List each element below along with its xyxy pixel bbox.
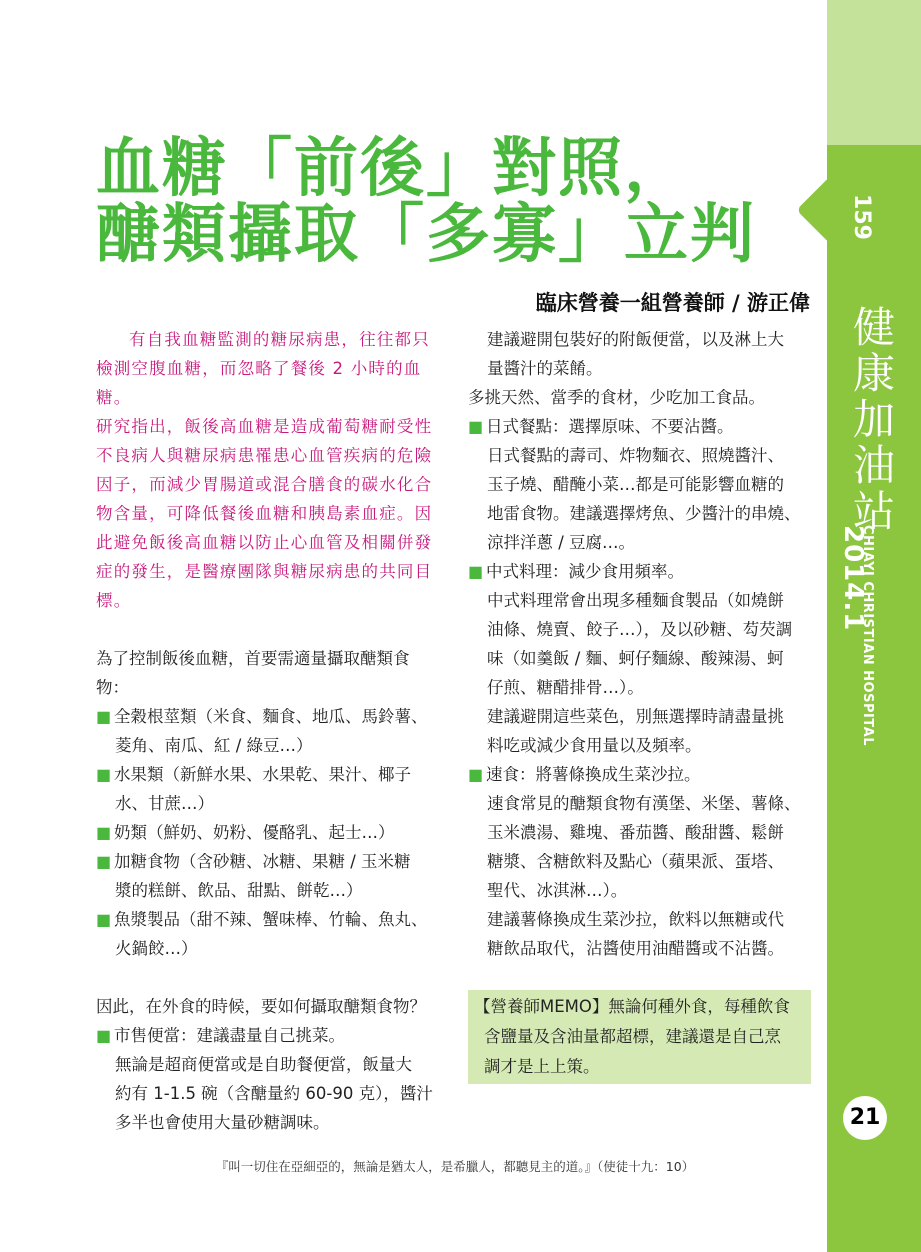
author-byline: 臨床營養一組營養師 / 游正偉 (535, 290, 810, 315)
food-item-label: 加糖食物（含砂糖、冰糖、果糖 / 玉米糖 (114, 852, 411, 871)
eatout-line: 因此，在外食的時候，要如何攝取醣類食物？ (96, 997, 426, 1016)
hospital-name: CHIAYI CHRISTIAN HOSPITAL (860, 525, 875, 747)
bullet-square-icon: ■ (96, 1026, 112, 1045)
fastfood-line: 糖漿、含糖飲料及點心（蘋果派、蛋塔、 (487, 852, 784, 871)
memo-line: 含鹽量及含油量都超標，建議還是自己烹 (484, 1027, 781, 1046)
food-item (96, 818, 436, 847)
title-line-2: 醣類攝取「多寡」立判 (96, 197, 756, 272)
intro-line: 標。 (96, 591, 132, 610)
fastfood-line: 糖飲品取代，沾醬使用油醋醬或不沾醬。 (487, 939, 784, 958)
intro-line: 此避免飯後高血糖以防止心血管及相關併發 (96, 533, 433, 552)
section-title-vertical (844, 305, 904, 535)
food-item (96, 702, 436, 731)
chinese-heading-text: 中式料理：減少食用頻率。 (486, 562, 684, 581)
bullet-square-icon: ■ (96, 707, 112, 726)
section-title-char: 油 (852, 441, 895, 490)
chinese-line: 料吃或減少食用量以及頻率。 (487, 736, 702, 755)
intro-line: 研究指出，飯後高血糖是造成葡萄糖耐受性 (96, 417, 433, 436)
section-title-char: 站 (852, 487, 895, 536)
section-title-char: 加 (852, 395, 895, 444)
bullet-square-icon: ■ (468, 562, 484, 581)
bullet-square-icon: ■ (96, 765, 112, 784)
chinese-line: 味（如羹飯 / 麵、蚵仔麵線、酸辣湯、蚵 (487, 649, 784, 668)
memo-line: 【營養師MEMO】無論何種外食，每種飲食 (474, 997, 790, 1016)
page-tab-number: 159 (849, 194, 874, 240)
intro-line: 因子，而減少胃腸道或混合膳食的碳水化合 (96, 475, 433, 494)
memo-line: 調才是上上策。 (484, 1057, 600, 1076)
japanese-line: 地雷食物。建議選擇烤魚、少醬汁的串燒、 (487, 504, 801, 523)
intro-line: 症的發生，是醫療團隊與糖尿病患的共同目 (96, 562, 433, 581)
seasonal-line: 多挑天然、當季的食材，少吃加工食品。 (468, 388, 765, 407)
bento-advice-line: 建議避開包裝好的附飯便當，以及淋上大 (487, 330, 784, 349)
food-item-label: 水果類（新鮮水果、水果乾、果汁、椰子 (114, 765, 411, 784)
fastfood-line: 速食常見的醣類食物有漢堡、米堡、薯條、 (487, 794, 801, 813)
article-title (96, 131, 756, 272)
bullet-square-icon: ■ (468, 417, 484, 436)
bento-line: 約有 1-1.5 碗（含醣量約 60-90 克），醬汁 (115, 1084, 433, 1103)
fastfood-heading (468, 760, 813, 789)
bullet-square-icon: ■ (468, 765, 484, 784)
chinese-line: 仔煎、糖醋排骨…）。 (487, 678, 644, 697)
chinese-line: 建議避開這些菜色，別無選擇時請盡量挑 (487, 707, 784, 726)
title-line-1: 血糖「前後」對照， (96, 131, 690, 206)
japanese-line: 玉子燒、醋醃小菜…都是可能影響血糖的 (487, 475, 784, 494)
bento-advice-line: 量醬汁的菜餚。 (487, 359, 603, 378)
bullet-square-icon: ■ (96, 823, 112, 842)
bento-line: 無論是超商便當或是自助餐便當，飯量大 (115, 1055, 412, 1074)
japanese-heading-text: 日式餐點：選擇原味、不要沾醬。 (486, 417, 734, 436)
fastfood-heading-text: 速食：將薯條換成生菜沙拉。 (486, 765, 701, 784)
section-title-char: 康 (852, 349, 895, 398)
footer-quote: 『叫一切住在亞細亞的，無論是猶太人，是希臘人，都聽見主的道。』（使徒十九：10） (215, 1159, 695, 1174)
chinese-heading (468, 557, 813, 586)
right-column (468, 325, 813, 963)
issue-year: 2014.1 (838, 525, 868, 632)
bento-heading (96, 1021, 436, 1050)
control-line: 為了控制飯後血糖，首要需適量攝取醣類食 (96, 649, 410, 668)
food-item (96, 847, 436, 876)
japanese-line: 涼拌洋蔥 / 豆腐…。 (487, 533, 636, 552)
bullet-square-icon: ■ (96, 852, 112, 871)
food-item-cont: 火鍋餃…） (115, 939, 198, 958)
food-item-cont: 水、甘蔗…） (115, 794, 214, 813)
bullet-square-icon: ■ (96, 910, 112, 929)
food-item-cont: 漿的糕餅、飲品、甜點、餅乾…） (115, 881, 363, 900)
food-item-cont: 菱角、南瓜、紅 / 綠豆…） (115, 736, 313, 755)
fastfood-line: 玉米濃湯、雞塊、番茄醬、酸甜醬、鬆餅 (487, 823, 784, 842)
intro-line: 物含量，可降低餐後血糖和胰島素血症。因 (96, 504, 433, 523)
food-item-label: 全穀根莖類（米食、麵食、地瓜、馬鈴薯、 (114, 707, 428, 726)
intro-line: 有自我血糖監測的糖尿病患，往往都只 (129, 330, 430, 349)
chinese-line: 中式料理常會出現多種麵食製品（如燒餅 (487, 591, 784, 610)
intro-line: 檢測空腹血糖，而忽略了餐後 2 小時的血糖。 (96, 359, 422, 407)
page-number: 21 (843, 1096, 887, 1140)
fastfood-line: 建議薯條換成生菜沙拉，飲料以無糖或代 (487, 910, 784, 929)
control-line: 物： (96, 678, 129, 697)
japanese-line: 日式餐點的壽司、炸物麵衣、照燒醬汁、 (487, 446, 784, 465)
food-item (96, 760, 436, 789)
chinese-line: 油條、燒賣、餃子…），及以砂糖、芶芡調 (487, 620, 793, 639)
food-item-label: 魚漿製品（甜不辣、蟹味棒、竹輪、魚丸、 (114, 910, 428, 929)
bento-line: 多半也會使用大量砂糖調味。 (115, 1113, 330, 1132)
nutritionist-memo-box (468, 990, 811, 1084)
intro-line: 不良病人與糖尿病患罹患心血管疾病的危險 (96, 446, 433, 465)
japanese-heading (468, 412, 813, 441)
left-column (96, 325, 436, 1137)
section-title-char: 健 (852, 303, 895, 352)
food-item (96, 905, 436, 934)
fastfood-line: 聖代、冰淇淋…）。 (487, 881, 628, 900)
food-item-label: 奶類（鮮奶、奶粉、優酪乳、起士…） (114, 823, 395, 842)
bento-heading-text: 市售便當：建議盡量自己挑菜。 (114, 1026, 345, 1045)
sidebar-top-band (827, 0, 921, 145)
